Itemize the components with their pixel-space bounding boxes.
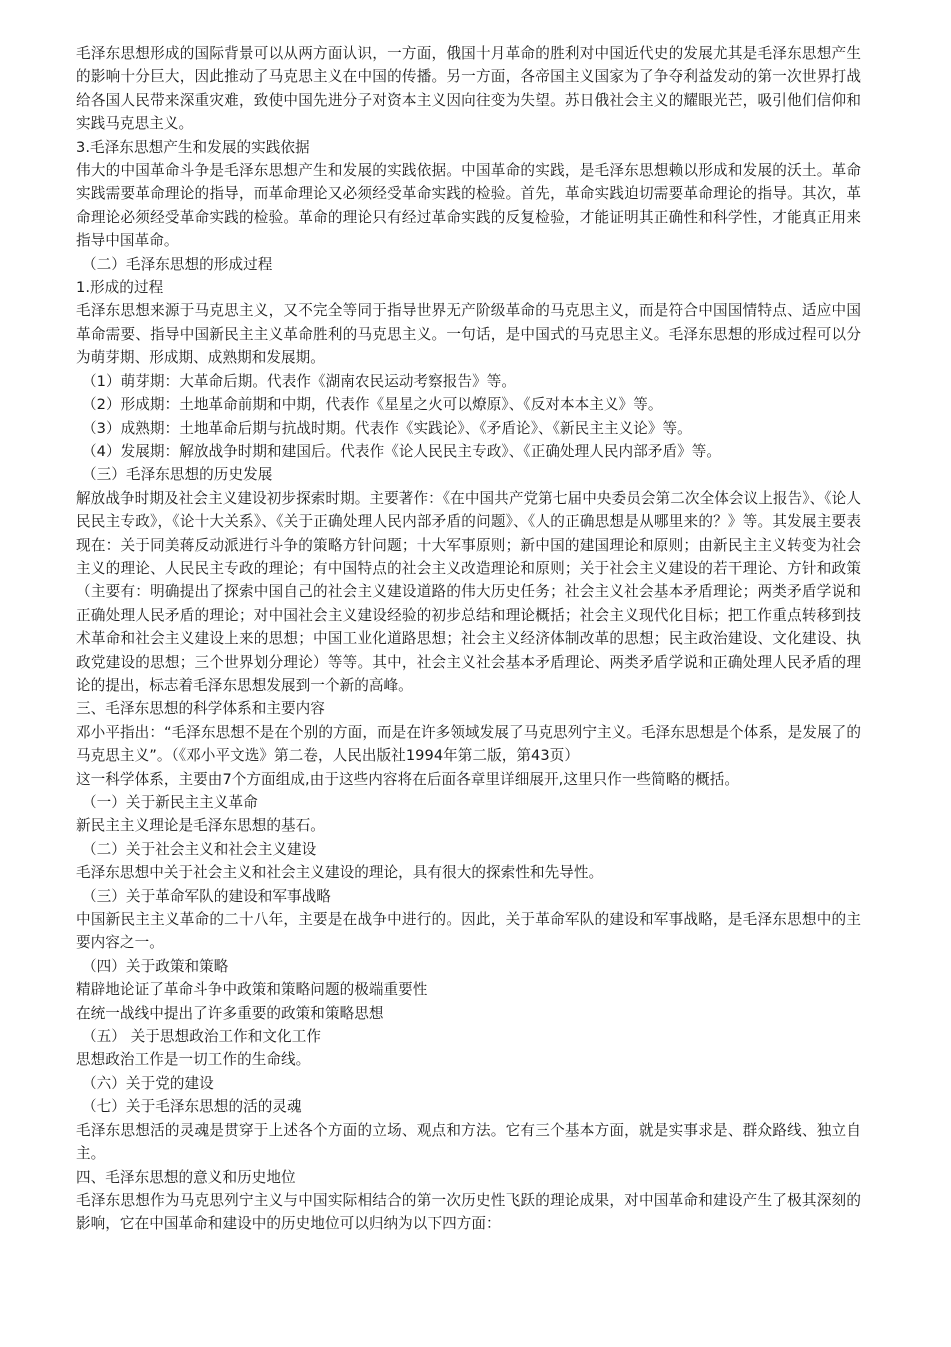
- paragraph-international-background: 毛泽东思想形成的国际背景可以从两方面认识，一方面，俄国十月革命的胜利对中国近代史的发展尤其是毛泽东思想产生的影响十分巨大，因此推动了马克思主义在中国的传播。另一方面，各帝国主义国家为了争夺利益发动的第一次世界打战给各国人民带来深重灾难，致使中国先进分子对资本主义因向往变为失望。苏日俄社会主义的耀眼光芒，吸引他们信仰和实践马克思主义。: [76, 45, 861, 133]
- paragraph-military: 中国新民主主义革命的二十八年，主要是在战争中进行的。因此，关于革命军队的建设和军事战略，是毛泽东思想中的主要内容之一。: [76, 911, 861, 952]
- paragraph-significance: 毛泽东思想作为马克思列宁主义与中国实际相结合的第一次历史性飞跃的理论成果，对中国革命和建设产生了极其深刻的影响，它在中国革命和建设中的历史地位可以归纳为以下四方面：: [76, 1191, 861, 1233]
- paragraph-deng-quote: 邓小平指出：“毛泽东思想不是在个别的方面，而是在许多领域发展了马克思列宁主义。毛泽东思想是个体系，是发展了的马克思主义”。（《邓小平文选》第二卷，人民出版社1994年第二版，第43页）: [76, 723, 861, 765]
- section-heading-ideological-work: （五） 关于思想政治工作和文化工作: [82, 1028, 321, 1046]
- section-heading-policy-strategy: （四）关于政策和策略: [82, 957, 229, 975]
- paragraph-ideological-work: 思想政治工作是一切工作的生命线。: [76, 1051, 311, 1069]
- paragraph-historical-development: 解放战争时期及社会主义建设初步探索时期。主要著作：《在中国共产党第七届中央委员会第二次全体会议上报告》、《论人民民主专政》，《论十大关系》、《关于正确处理人民内部矛盾的问题》、《人的正确思想是从哪里来的？》等。其发展主要表现在：关于同美蒋反动派进行斗争的策略方针问题；十大军事原则；新中国的建国理论和原则；由新民主主义转变为社会主义的理论、人民民主专政的理论；有中国特点的社会主义改造理论和原则；关于社会主义建设的若干理论、方针和政策（主要有：明确提出了探索中国自己的社会主义建设道路的伟大历史任务；社会主义社会基本矛盾理论；两类矛盾学说和正确处理人民矛盾的理论；对中国社会主义建设经验的初步总结和理论概括；社会主义现代化目标；把工作重点转移到技术革命和社会主义建设上来的思想；中国工业化道路思想；社会主义经济体制改革的思想；民主政治建设、文化建设、执政党建设的思想；三个世界划分理论）等等。其中，社会主义社会基本矛盾理论、两类矛盾学说和正确处理人民矛盾的理论的提出，标志着毛泽东思想发展到一个新的高峰。: [76, 489, 861, 694]
- section-heading-historical-development: （三）毛泽东思想的历史发展: [82, 466, 273, 484]
- section-heading-socialism: （二）关于社会主义和社会主义建设: [82, 840, 317, 858]
- paragraph-socialism: 毛泽东思想中关于社会主义和社会主义建设的理论，具有很大的探索性和先导性。: [76, 864, 604, 882]
- paragraph-practical-basis: 伟大的中国革命斗争是毛泽东思想产生和发展的实践依据。中国革命的实践，是毛泽东思想赖以形成和发展的沃土。革命实践需要革命理论的指导，而革命理论又必须经受革命实践的检验。首先，革命实践迫切需要革命理论的指导。其次，革命理论必须经受革命实践的检验。革命的理论只有经过革命实践的反复检验，才能证明其正确性和科学性，才能真正用来指导中国革命。: [76, 162, 861, 250]
- subheading-practical-basis: 3.毛泽东思想产生和发展的实践依据: [76, 138, 310, 156]
- paragraph-formation: 毛泽东思想来源于马克思主义，又不完全等同于指导世界无产阶级革命的马克思主义，而是符合中国国情特点、适应中国革命需要、指导中国新民主主义革命胜利的马克思主义。一句话，是中国式的马克思主义。毛泽东思想的形成过程可以分为萌芽期、形成期、成熟期和发展期。: [76, 302, 861, 367]
- paragraph-living-soul: 毛泽东思想活的灵魂是贯穿于上述各个方面的立场、观点和方法。它有三个基本方面，就是实事求是、群众路线、独立自主。: [76, 1121, 861, 1163]
- list-item-maturity-period: （3）成熟期：土地革命后期与抗战时期。代表作《实践论》、《矛盾论》、《新民主主义论》等。: [82, 419, 692, 437]
- list-item-sprout-period: （1）萌芽期：大革命后期。代表作《湖南农民运动考察报告》等。: [82, 372, 517, 390]
- subheading-formation: 1.形成的过程: [76, 279, 164, 297]
- section-heading-formation-process: （二）毛泽东思想的形成过程: [82, 255, 273, 273]
- paragraph-system-overview: 这一科学体系，主要由7个方面组成,由于这些内容将在后面各章里详细展开,这里只作一些简略的概括。: [76, 770, 740, 788]
- section-heading-new-democratic-revolution: （一）关于新民主主义革命: [82, 794, 258, 811]
- paragraph-united-front: 在统一战线中提出了许多重要的政策和策略思想: [76, 1004, 384, 1022]
- section-heading-party-building: （六）关于党的建设: [82, 1074, 214, 1092]
- chapter-heading-significance: 四、毛泽东思想的意义和历史地位: [76, 1168, 296, 1186]
- list-item-formation-period: （2）形成期：土地革命前期和中期，代表作《星星之火可以燎原》、《反对本本主义》等。: [82, 396, 663, 414]
- paragraph-policy-importance: 精辟地论证了革命斗争中政策和策略问题的极端重要性: [76, 981, 428, 999]
- section-heading-military: （三）关于革命军队的建设和军事战略: [82, 887, 331, 905]
- document-body: [76, 42, 861, 1236]
- section-heading-living-soul: （七）关于毛泽东思想的活的灵魂: [82, 1098, 302, 1116]
- list-item-development-period: （4）发展期：解放战争时期和建国后。代表作《论人民民主专政》、《正确处理人民内部矛盾》等。: [82, 442, 722, 460]
- chapter-heading-scientific-system: 三、毛泽东思想的科学体系和主要内容: [76, 700, 325, 718]
- paragraph-new-democratic-revolution: 新民主主义理论是毛泽东思想的基石。: [76, 817, 325, 835]
